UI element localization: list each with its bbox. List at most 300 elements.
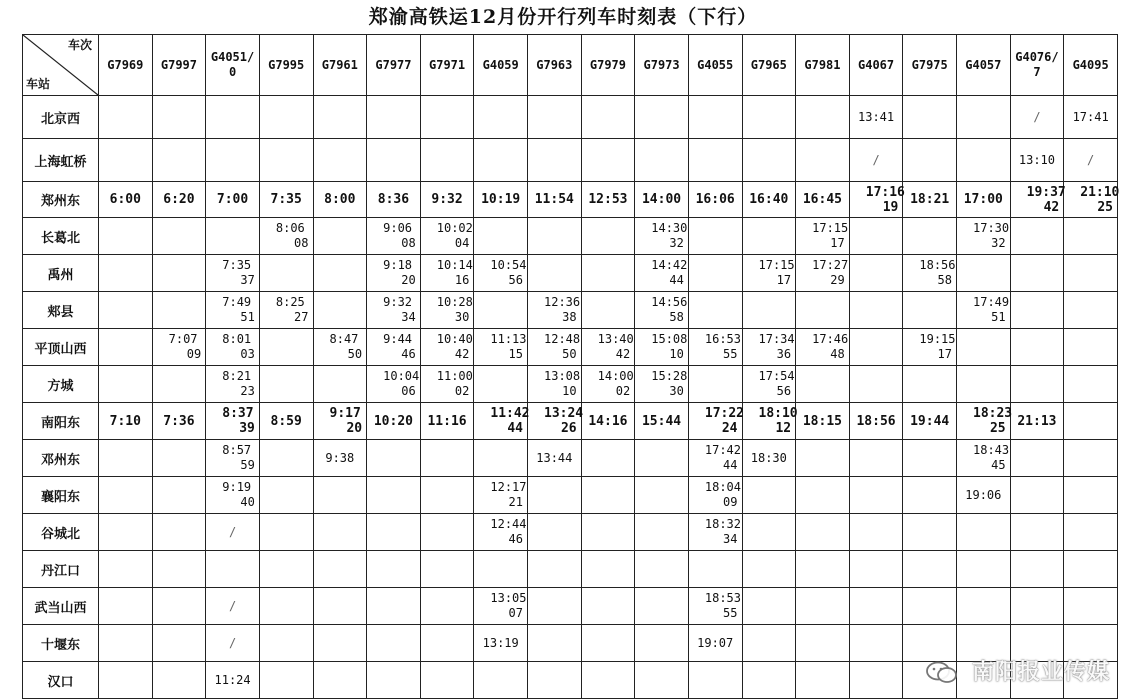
time-cell: [742, 662, 796, 699]
time-cell: [367, 514, 421, 551]
time-cell: [903, 96, 957, 139]
time-cell: [849, 366, 903, 403]
time-cell: [1010, 218, 1064, 255]
time-cell: [581, 588, 635, 625]
station-name: 郏县: [23, 292, 99, 329]
time-cell: 17:00: [957, 182, 1011, 218]
time-cell: [420, 255, 474, 292]
time-cell: [957, 218, 1011, 255]
time-cell: [1010, 366, 1064, 403]
time-cell: 21:13: [1010, 403, 1064, 440]
departure-minute: 42: [615, 347, 631, 361]
time-cell: [957, 551, 1011, 588]
train-header: G4095: [1064, 35, 1118, 96]
time-cell: [796, 551, 850, 588]
time-cell: [259, 139, 313, 182]
departure-minute: 30: [669, 384, 684, 398]
departure-minute: 24: [721, 421, 738, 436]
time-cell: [849, 551, 903, 588]
arrival-time: 10:14: [436, 258, 473, 272]
time-cell: [99, 366, 153, 403]
watermark: [925, 655, 1110, 686]
time-cell: 16:06: [688, 182, 742, 218]
departure-minute: 10: [669, 347, 684, 361]
station-name: 十堰东: [23, 625, 99, 662]
departure-minute: 04: [454, 236, 470, 250]
time-cell: [635, 292, 689, 329]
departure-minute: 48: [830, 347, 845, 361]
time-cell: [796, 625, 850, 662]
time-cell: [581, 218, 635, 255]
time-cell: [259, 514, 313, 551]
time-cell: [152, 218, 206, 255]
departure-minute: 44: [669, 273, 684, 287]
time-cell: [849, 182, 903, 218]
station-name: 南阳东: [23, 403, 99, 440]
time-cell: [528, 477, 582, 514]
time-cell: [528, 366, 582, 403]
time-cell: [152, 96, 206, 139]
arrival-time: 18:10: [758, 406, 798, 421]
station-name: 方城: [23, 366, 99, 403]
train-header: G7963: [528, 35, 582, 96]
time-cell: [206, 403, 260, 440]
arrival-time: 9:44: [383, 332, 413, 346]
time-cell: [528, 662, 582, 699]
departure-minute: 51: [991, 310, 1006, 324]
time-cell: [474, 292, 528, 329]
time-cell: [742, 366, 796, 403]
time-cell: [152, 551, 206, 588]
time-cell: [152, 625, 206, 662]
table-row: [23, 96, 1118, 139]
train-header: G7981: [796, 35, 850, 96]
station-name: 谷城北: [23, 514, 99, 551]
departure-minute: 02: [454, 384, 470, 398]
departure-minute: 34: [401, 310, 416, 324]
time-cell: [581, 440, 635, 477]
time-cell: 11:24: [206, 662, 260, 699]
time-cell: [206, 139, 260, 182]
time-cell: [742, 255, 796, 292]
arrival-time: 8:37: [222, 406, 254, 421]
train-header: G4076/ 7: [1010, 35, 1064, 96]
arrival-time: 11:13: [490, 332, 527, 346]
time-cell: [313, 588, 367, 625]
time-cell: 10:19: [474, 182, 528, 218]
time-cell: [367, 588, 421, 625]
time-cell: [635, 366, 689, 403]
time-cell: [99, 514, 153, 551]
time-cell: [688, 440, 742, 477]
time-cell: [528, 292, 582, 329]
departure-minute: 30: [454, 310, 470, 324]
time-cell: [259, 588, 313, 625]
time-cell: [313, 403, 367, 440]
time-cell: [528, 514, 582, 551]
time-cell: [152, 440, 206, 477]
time-cell: [581, 551, 635, 588]
time-cell: [259, 96, 313, 139]
time-cell: [635, 329, 689, 366]
time-cell: [152, 366, 206, 403]
arrival-time: 17:30: [973, 221, 1010, 235]
time-cell: [313, 477, 367, 514]
arrival-time: 8:57: [222, 443, 252, 457]
time-cell: [903, 514, 957, 551]
time-cell: [313, 218, 367, 255]
time-cell: [152, 514, 206, 551]
time-cell: [420, 218, 474, 255]
station-name: 北京西: [23, 96, 99, 139]
time-cell: 19:44: [903, 403, 957, 440]
time-cell: [474, 96, 528, 139]
time-cell: [474, 366, 528, 403]
arrival-time: 13:24: [544, 406, 584, 421]
time-cell: [259, 440, 313, 477]
train-header: G4067: [849, 35, 903, 96]
time-cell: 18:21: [903, 182, 957, 218]
time-cell: [1064, 514, 1118, 551]
time-cell: [688, 366, 742, 403]
time-cell: [635, 477, 689, 514]
arrival-time: 10:54: [490, 258, 527, 272]
time-cell: [688, 139, 742, 182]
departure-minute: 12: [775, 421, 792, 436]
time-cell: 7:35: [259, 182, 313, 218]
time-cell: [796, 662, 850, 699]
time-cell: [367, 139, 421, 182]
time-cell: [367, 662, 421, 699]
arrival-time: 17:34: [758, 332, 795, 346]
departure-minute: 08: [401, 236, 416, 250]
departure-minute: 32: [991, 236, 1006, 250]
time-cell: [635, 440, 689, 477]
time-cell: [581, 366, 635, 403]
time-cell: /: [1064, 139, 1118, 182]
time-cell: [849, 477, 903, 514]
arrival-time: 13:05: [490, 591, 527, 605]
table-header-row: [23, 35, 1118, 96]
time-cell: [99, 255, 153, 292]
time-cell: [99, 139, 153, 182]
arrival-time: 19:15: [919, 332, 956, 346]
time-cell: [796, 255, 850, 292]
time-cell: [688, 551, 742, 588]
time-cell: [635, 625, 689, 662]
time-cell: [206, 440, 260, 477]
time-cell: 19:06: [957, 477, 1011, 514]
time-cell: [259, 255, 313, 292]
arrival-time: 7:49: [222, 295, 252, 309]
time-cell: [206, 96, 260, 139]
time-cell: [688, 403, 745, 440]
arrival-time: 8:25: [275, 295, 305, 309]
time-cell: [849, 329, 903, 366]
departure-minute: 17: [776, 273, 792, 287]
departure-minute: 56: [508, 273, 523, 287]
time-cell: [313, 514, 367, 551]
departure-minute: 50: [562, 347, 577, 361]
time-cell: [742, 96, 796, 139]
time-cell: 16:45: [796, 182, 850, 218]
time-cell: 9:32: [420, 182, 474, 218]
train-header: G7995: [259, 35, 313, 96]
station-name: 武当山西: [23, 588, 99, 625]
departure-minute: 27: [294, 310, 309, 324]
time-cell: [688, 588, 742, 625]
time-cell: [99, 551, 153, 588]
time-cell: /: [206, 625, 260, 662]
arrival-time: 18:53: [704, 591, 741, 605]
time-cell: [206, 366, 260, 403]
time-cell: [1064, 329, 1118, 366]
time-cell: [635, 551, 689, 588]
arrival-time: 10:28: [436, 295, 473, 309]
departure-minute: 06: [401, 384, 416, 398]
time-cell: 14:00: [635, 182, 689, 218]
departure-minute: 16: [454, 273, 470, 287]
arrival-time: 18:32: [704, 517, 741, 531]
watermark-text: 南阳报业传媒: [971, 660, 1110, 685]
departure-minute: 20: [401, 273, 416, 287]
station-name: 邓州东: [23, 440, 99, 477]
timetable: [22, 34, 1118, 699]
train-header: G7997: [152, 35, 206, 96]
time-cell: [367, 218, 421, 255]
time-cell: [474, 329, 528, 366]
time-cell: [581, 292, 635, 329]
arrival-time: 15:28: [651, 369, 688, 383]
corner-header: [23, 35, 99, 96]
time-cell: [742, 514, 796, 551]
departure-minute: 37: [240, 273, 255, 287]
time-cell: 19:07: [688, 625, 742, 662]
time-cell: 13:44: [528, 440, 582, 477]
time-cell: [152, 588, 206, 625]
time-cell: [688, 329, 742, 366]
time-cell: [420, 366, 474, 403]
arrival-time: 18:56: [919, 258, 956, 272]
time-cell: [742, 218, 796, 255]
arrival-time: 13:40: [597, 332, 634, 346]
arrival-time: 17:54: [758, 369, 795, 383]
time-cell: [152, 477, 206, 514]
time-cell: [742, 292, 796, 329]
time-cell: [903, 440, 957, 477]
time-cell: [581, 625, 635, 662]
time-cell: [957, 403, 1011, 440]
time-cell: [99, 588, 153, 625]
time-cell: [903, 588, 957, 625]
time-cell: [742, 139, 796, 182]
time-cell: [259, 218, 313, 255]
time-cell: [474, 514, 528, 551]
time-cell: [367, 292, 421, 329]
time-cell: [259, 625, 313, 662]
time-cell: [528, 139, 582, 182]
time-cell: [903, 139, 957, 182]
time-cell: [259, 477, 313, 514]
train-header: G7965: [742, 35, 796, 96]
time-cell: [581, 96, 635, 139]
arrival-time: 14:56: [651, 295, 688, 309]
time-cell: [528, 551, 582, 588]
time-cell: [313, 329, 367, 366]
time-cell: [367, 625, 421, 662]
time-cell: [152, 255, 206, 292]
time-cell: [688, 255, 742, 292]
arrival-time: 12:44: [490, 517, 527, 531]
train-header: G4059: [474, 35, 528, 96]
time-cell: [1010, 292, 1064, 329]
arrival-time: 17:27: [812, 258, 849, 272]
time-cell: [1064, 182, 1118, 218]
time-cell: [1064, 366, 1118, 403]
table-row: [23, 139, 1118, 182]
time-cell: [206, 218, 260, 255]
departure-minute: 45: [991, 458, 1006, 472]
time-cell: [259, 662, 313, 699]
time-cell: [849, 625, 903, 662]
departure-minute: 25: [989, 421, 1006, 436]
time-cell: 11:54: [528, 182, 582, 218]
table-row: [23, 255, 1118, 292]
time-cell: [420, 551, 474, 588]
departure-minute: 50: [347, 347, 363, 361]
arrival-time: 9:32: [383, 295, 413, 309]
time-cell: [1064, 477, 1118, 514]
time-cell: [1010, 551, 1064, 588]
time-cell: 9:38: [313, 440, 367, 477]
time-cell: [420, 588, 474, 625]
time-cell: [528, 403, 582, 440]
time-cell: [367, 255, 421, 292]
page-title: 郑渝高铁运12月份开行列车时刻表（下行）: [368, 6, 758, 28]
train-header: G7961: [313, 35, 367, 96]
time-cell: 18:30: [742, 440, 796, 477]
time-cell: 10:20: [367, 403, 421, 440]
arrival-time: 11:42: [490, 406, 530, 421]
arrival-time: 11:00: [436, 369, 473, 383]
train-header: G7971: [420, 35, 474, 96]
time-cell: [206, 551, 260, 588]
time-cell: [742, 403, 796, 440]
time-cell: [313, 96, 367, 139]
train-header: G7973: [635, 35, 689, 96]
station-row-label: 车站: [26, 77, 51, 91]
time-cell: [849, 218, 903, 255]
arrival-time: 7:07: [168, 332, 198, 346]
time-cell: [99, 662, 153, 699]
time-cell: [957, 255, 1011, 292]
time-cell: [742, 588, 796, 625]
time-cell: [903, 551, 957, 588]
time-cell: 8:59: [259, 403, 313, 440]
time-cell: [420, 440, 474, 477]
time-cell: [1010, 182, 1064, 218]
time-cell: [742, 477, 796, 514]
time-cell: [99, 292, 153, 329]
train-header: G4051/ 0: [206, 35, 260, 96]
departure-minute: 58: [937, 273, 952, 287]
time-cell: [688, 96, 742, 139]
arrival-time: 17:16: [865, 184, 905, 200]
time-cell: [474, 403, 528, 440]
time-cell: [1010, 255, 1064, 292]
time-cell: [957, 96, 1011, 139]
time-cell: 6:20: [152, 182, 206, 218]
station-name: 上海虹桥: [23, 139, 99, 182]
departure-minute: 08: [294, 236, 309, 250]
arrival-time: 19:37: [1026, 184, 1066, 200]
time-cell: [259, 329, 313, 366]
arrival-time: 17:42: [704, 443, 741, 457]
time-cell: [903, 477, 957, 514]
arrival-time: 18:04: [704, 480, 741, 494]
departure-minute: 10: [562, 384, 577, 398]
arrival-time: 12:48: [544, 332, 581, 346]
time-cell: 7:36: [152, 403, 206, 440]
time-cell: [367, 366, 421, 403]
time-cell: 15:44: [635, 403, 689, 440]
time-cell: [849, 662, 903, 699]
arrival-time: 8:47: [329, 332, 359, 346]
time-cell: [474, 139, 528, 182]
time-cell: [796, 139, 850, 182]
arrival-time: 8:06: [275, 221, 305, 235]
time-cell: [957, 366, 1011, 403]
station-name: 平顶山西: [23, 329, 99, 366]
time-cell: [1010, 588, 1064, 625]
station-name: 长葛北: [23, 218, 99, 255]
arrival-time: 9:17: [329, 406, 361, 421]
departure-minute: 46: [401, 347, 416, 361]
time-cell: [635, 662, 689, 699]
arrival-time: 8:01: [222, 332, 252, 346]
arrival-time: 18:23: [973, 406, 1013, 421]
time-cell: [99, 218, 153, 255]
time-cell: [849, 514, 903, 551]
time-cell: [796, 292, 850, 329]
time-cell: [367, 477, 421, 514]
arrival-time: 17:49: [973, 295, 1010, 309]
arrival-time: 21:10: [1080, 184, 1120, 200]
time-cell: [903, 255, 957, 292]
time-cell: [635, 588, 689, 625]
time-cell: [206, 292, 260, 329]
arrival-time: 16:53: [704, 332, 741, 346]
time-cell: [420, 625, 474, 662]
time-cell: [420, 96, 474, 139]
time-cell: [528, 96, 582, 139]
time-cell: [313, 292, 367, 329]
time-cell: [688, 292, 742, 329]
time-cell: 7:10: [99, 403, 153, 440]
departure-minute: 02: [615, 384, 631, 398]
time-cell: [635, 514, 689, 551]
time-cell: [474, 588, 528, 625]
time-cell: [849, 440, 903, 477]
departure-minute: 38: [562, 310, 577, 324]
time-cell: [528, 218, 582, 255]
time-cell: [1064, 588, 1118, 625]
arrival-time: 17:15: [812, 221, 849, 235]
time-cell: [581, 329, 635, 366]
departure-minute: 42: [454, 347, 470, 361]
time-cell: [957, 588, 1011, 625]
time-cell: [957, 329, 1011, 366]
